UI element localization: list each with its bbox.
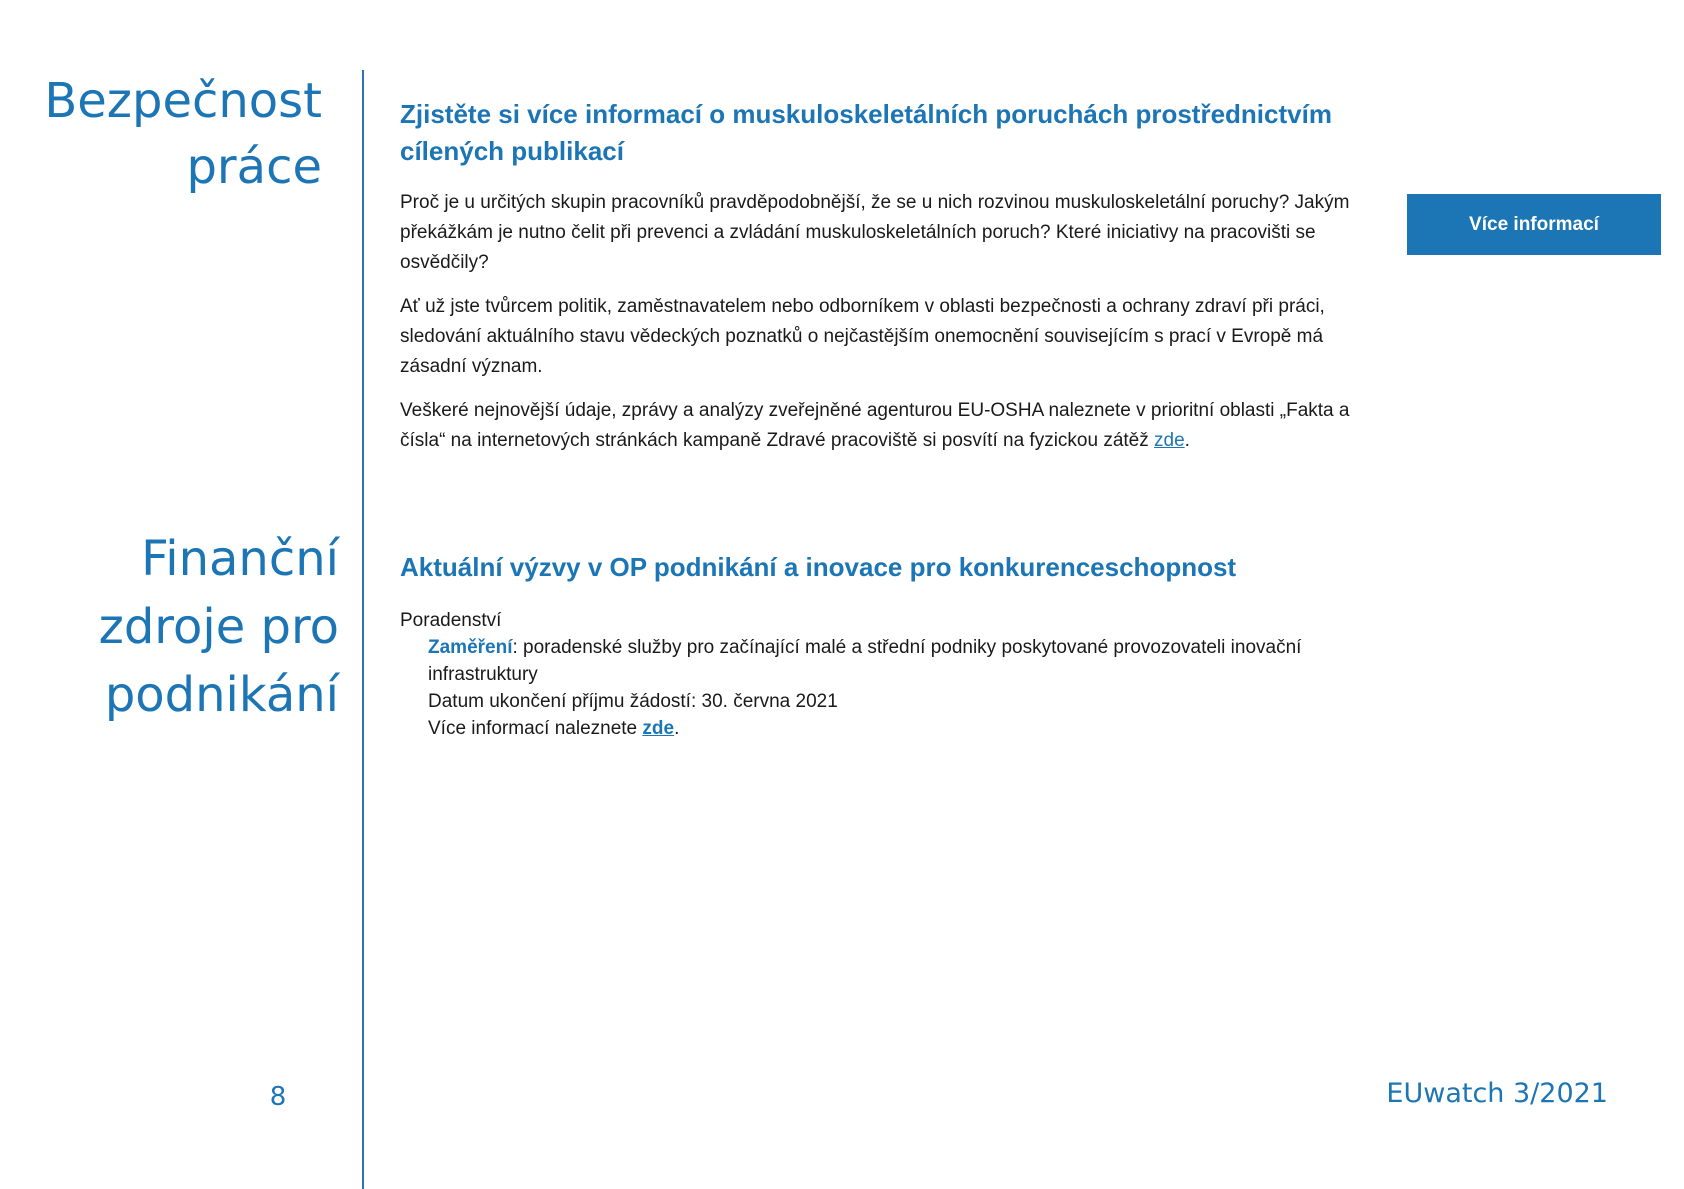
section-title-line: podnikání [104,667,339,723]
article-finance [400,549,1360,742]
vertical-divider [362,70,364,1189]
call-focus [400,634,1360,688]
call-more-info [400,715,1360,742]
article-paragraph [400,396,1360,456]
article-heading: Zjistěte si více informací o muskuloskeletálních poruchách prostřednictvím cílených publikací [400,99,1332,166]
more-info-link[interactable]: zde [1154,430,1185,451]
call-category: Poradenství [400,610,502,631]
more-end: . [674,718,680,739]
page-number: 8 [269,1082,287,1112]
article-paragraph: Ať už jste tvůrcem politik, zaměstnavatelem nebo odborníkem v oblasti bezpečnosti a ochrany zdraví při práci, sledování aktuálního stavu vědeckých poznatků o nejčastějším onemocnění souvisejícím s prací v Evropě má zásadní význam. [400,296,1325,377]
call-deadline: Datum ukončení příjmu žádostí: 30. června 2021 [428,691,838,712]
article-paragraph: Proč je u určitých skupin pracovníků pravděpodobnější, že se u nich rozvinou muskuloskeletální poruchy? Jakým překážkám je nutno čelit při prevenci a zvládání muskuloskeletálních poruch? Které iniciativy na pracovišti se osvědčily? [400,192,1350,273]
focus-label: Zaměření [428,637,513,658]
section-title-line: práce [186,139,322,195]
article-safety [400,96,1360,456]
section-title-line: Bezpečnost [44,73,322,129]
more-text: Více informací naleznete [428,718,643,739]
paragraph-text: Veškeré nejnovější údaje, zprávy a analýzy zveřejněné agenturou EU-OSHA naleznete v prioritní oblasti „Fakta a čísla“ na internetových stránkách kampaně Zdravé pracoviště si posvítí na fyzickou zátěž [400,400,1350,451]
section-title-line: Finanční [141,531,339,587]
section-title-safety [44,68,322,200]
more-info-button[interactable]: Více informací [1407,194,1661,255]
focus-text: : poradenské služby pro začínající malé a střední podniky poskytované provozovateli inovační infrastruktury [428,637,1302,685]
paragraph-end: . [1184,430,1190,451]
section-title-line: zdroje pro [98,599,339,655]
call-details-link[interactable]: zde [642,718,675,739]
publication-label: EUwatch 3/2021 [1386,1078,1608,1109]
article-heading: Aktuální výzvy v OP podnikání a inovace pro konkurenceschopnost [400,552,1237,582]
section-title-finance [99,525,339,729]
